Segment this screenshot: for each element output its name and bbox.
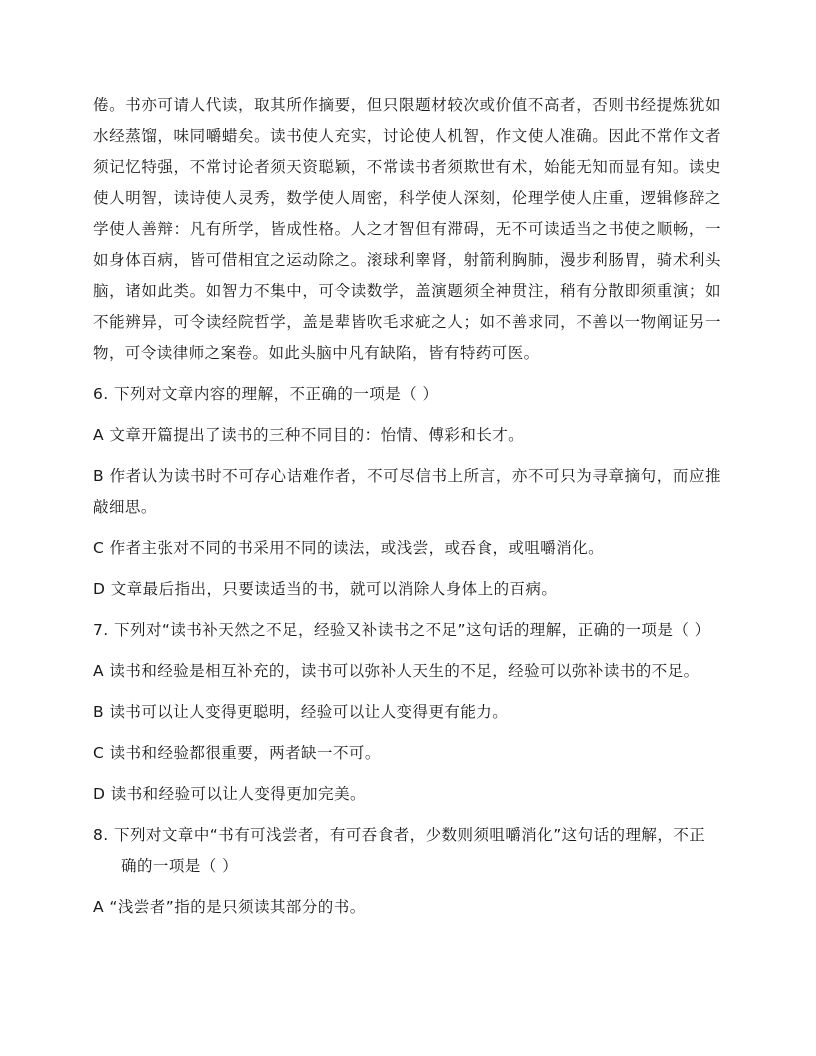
question-6-stem: 6. 下列对文章内容的理解，不正确的一项是（ ） xyxy=(93,385,439,403)
question-8-option-a: A “浅尝者”指的是只须读其部分的书。 xyxy=(93,898,366,916)
document-page xyxy=(93,90,721,923)
question-7-stem: 7. 下列对“读书补天然之不足，经验又补读书之不足”这句话的理解，正确的一项是（ ） xyxy=(93,621,711,639)
question-6-option-a: A 文章开篇提出了读书的三种不同目的：怡情、傅彩和长才。 xyxy=(93,426,525,444)
passage-text: 倦。书亦可请人代读，取其所作摘要，但只限题材较次或价值不高者，否则书经提炼犹如水经蒸馏，味同嚼蜡矣。读书使人充实，讨论使人机智，作文使人准确。因此不常作文者须记忆特强，不常讨论者须天资聪颖，不常读书者须欺世有术，始能无知而显有知。读史使人明智，读诗使人灵秀，数学使人周密，科学使人深刻，伦理学使人庄重，逻辑修辞之学使人善辩：凡有所学，皆成性格。人之才智但有滞碍，无不可读适当之书使之顺畅，一如身体百病，皆可借相宜之运动除之。滚球利睾肾，射箭利胸肺，漫步利肠胃，骑术利头脑，诸如此类。如智力不集中，可令读数学，盖演题须全神贯注，稍有分散即须重演；如不能辨异，可令读经院哲学，盖是辈皆吹毛求疵之人；如不善求同，不善以一物阐证另一物，可令读律师之案卷。如此头脑中凡有缺陷，皆有特药可医。 xyxy=(93,96,721,362)
question-6-option-b: B 作者认为读书时不可存心诘难作者，不可尽信书上所言，亦不可只为寻章摘句，而应推敲细思。 xyxy=(93,467,721,516)
question-7-option-b: B 读书可以让人变得更聪明，经验可以让人变得更有能力。 xyxy=(93,703,509,721)
question-7-option-c: C 读书和经验都很重要，两者缺一不可。 xyxy=(93,744,381,762)
question-7-option-d: D 读书和经验可以让人变得更加完美。 xyxy=(93,785,366,803)
question-8-stem: 8. 下列对文章中“书有可浅尝者，有可吞食者，少数则须咀嚼消化”这句话的理解，不正确的一项是（ ） xyxy=(93,826,706,875)
question-7-option-a: A 读书和经验是相互补充的，读书可以弥补人天生的不足，经验可以弥补读书的不足。 xyxy=(93,662,700,680)
question-6-option-d: D 文章最后指出，只要读适当的书，就可以消除人身体上的百病。 xyxy=(93,580,558,598)
question-6-option-c: C 作者主张对不同的书采用不同的读法，或浅尝，或吞食，或咀嚼消化。 xyxy=(93,539,605,557)
